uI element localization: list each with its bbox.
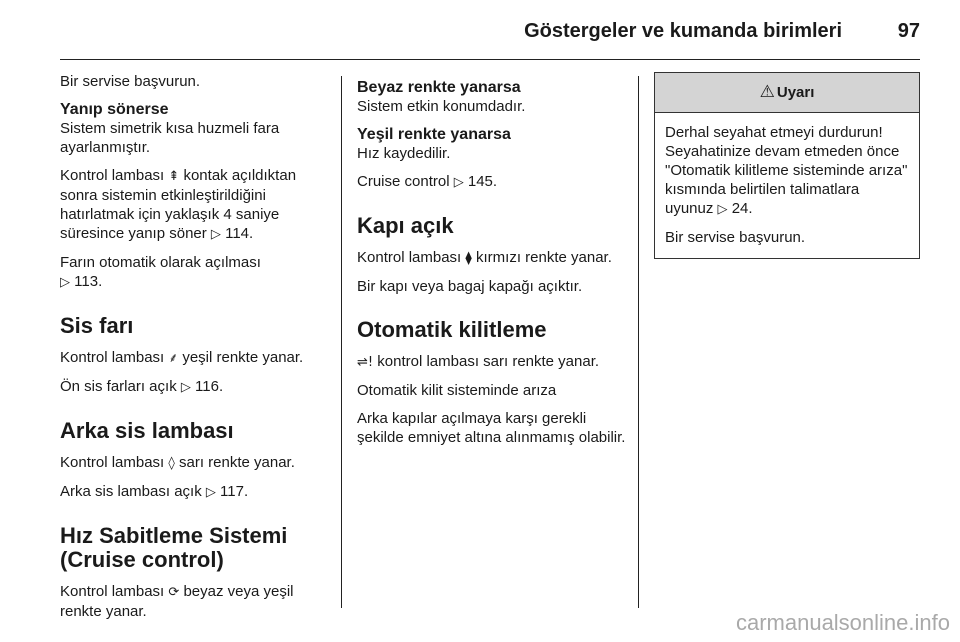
paragraph: ⇌! kontrol lambası sarı renkte yanar. <box>357 353 600 370</box>
paragraph: Hız kaydedilir. <box>357 145 451 162</box>
page-ref-icon: ▷ <box>180 380 191 395</box>
paragraph: Bir servise başvurun. <box>60 73 201 90</box>
subheading-blinking: Yanıp sönerse <box>60 101 169 118</box>
paragraph: Ön sis farları açık ▷ 116. <box>60 378 224 395</box>
subheading-green: Yeşil renkte yanarsa <box>357 126 511 143</box>
paragraph: Arka sis lambası açık ▷ 117. <box>60 483 249 500</box>
paragraph: Kontrol lambası ◊ sarı renkte yanar. <box>60 454 295 471</box>
page-number: 97 <box>897 20 920 42</box>
section-heading-door-open: Kapı açık <box>357 213 454 238</box>
warning-icon: ⚠ <box>759 82 775 102</box>
page-ref-icon: ▷ <box>453 175 464 190</box>
paragraph: Bir kapı veya bagaj kapağı açıktır. <box>357 278 583 295</box>
paragraph: Kontrol lambası ⟳ beyaz veya yeşil renkte yanar. <box>60 583 294 620</box>
page-header <box>60 0 920 60</box>
paragraph: Bir servise başvurun. <box>665 229 806 246</box>
paragraph: Kontrol lambası ⧫ kırmızı renkte yanar. <box>357 249 612 266</box>
page-ref-icon: ▷ <box>60 275 70 290</box>
section-heading-fog-light: Sis farı <box>60 313 134 338</box>
page-ref-icon: ▷ <box>717 202 728 217</box>
front-fog-icon: ⸙ <box>168 351 179 366</box>
column-middle <box>357 72 629 456</box>
rear-fog-icon: ◊ <box>168 456 175 471</box>
section-heading-cruise-control: Hız Sabitleme Sistemi (Cruise control) <box>60 523 288 572</box>
column-right <box>654 72 920 259</box>
paragraph: Cruise control ▷ 145. <box>357 173 498 190</box>
header-title: Göstergeler ve kumanda birimleri <box>524 20 842 42</box>
watermark: carmanualsonline.info <box>735 610 950 635</box>
paragraph: Kontrol lambası ⇞ kontak açıldıktan sonra sistemin etkinleştirildiğini hatırlatmak için yaklaşık 4 saniye süresince yanıp söner ▷ 114. <box>60 167 297 242</box>
paragraph: Farın otomatik olarak açılması ▷ 113. <box>60 254 261 290</box>
column-left <box>60 72 332 630</box>
paragraph: Arka kapılar açılmaya karşı gerekli şekilde emniyet altına alınmamış olabilir. <box>357 410 626 446</box>
section-heading-rear-fog: Arka sis lambası <box>60 418 234 443</box>
warning-body <box>655 113 919 258</box>
headlamp-level-icon: ⇞ <box>168 169 180 184</box>
lock-fault-icon: ⇌! <box>357 355 374 370</box>
warning-title: Uyarı <box>776 84 815 101</box>
paragraph: Kontrol lambası ⸙ yeşil renkte yanar. <box>60 349 304 366</box>
column-divider <box>341 76 342 608</box>
paragraph: Derhal seyahat etmeyi durdurun! Seyahatinize devam etmeden önce "Otomatik kilitleme sisteminde arıza" kısmında belirtilen talimatlara uyunuz ▷ 24. <box>665 124 908 217</box>
column-divider <box>638 76 639 608</box>
warning-header <box>655 73 919 113</box>
paragraph: Sistem etkin konumdadır. <box>357 98 526 115</box>
door-open-icon: ⧫ <box>465 251 472 266</box>
warning-box <box>654 72 920 259</box>
page-ref-icon: ▷ <box>205 485 216 500</box>
cruise-control-icon: ⟳ <box>168 585 180 600</box>
section-heading-auto-lock: Otomatik kilitleme <box>357 317 547 342</box>
paragraph: Otomatik kilit sisteminde arıza <box>357 382 557 399</box>
paragraph: Sistem simetrik kısa huzmeli fara ayarlanmıştır. <box>60 120 280 156</box>
subheading-white: Beyaz renkte yanarsa <box>357 79 521 96</box>
page-ref-icon: ▷ <box>210 227 221 242</box>
